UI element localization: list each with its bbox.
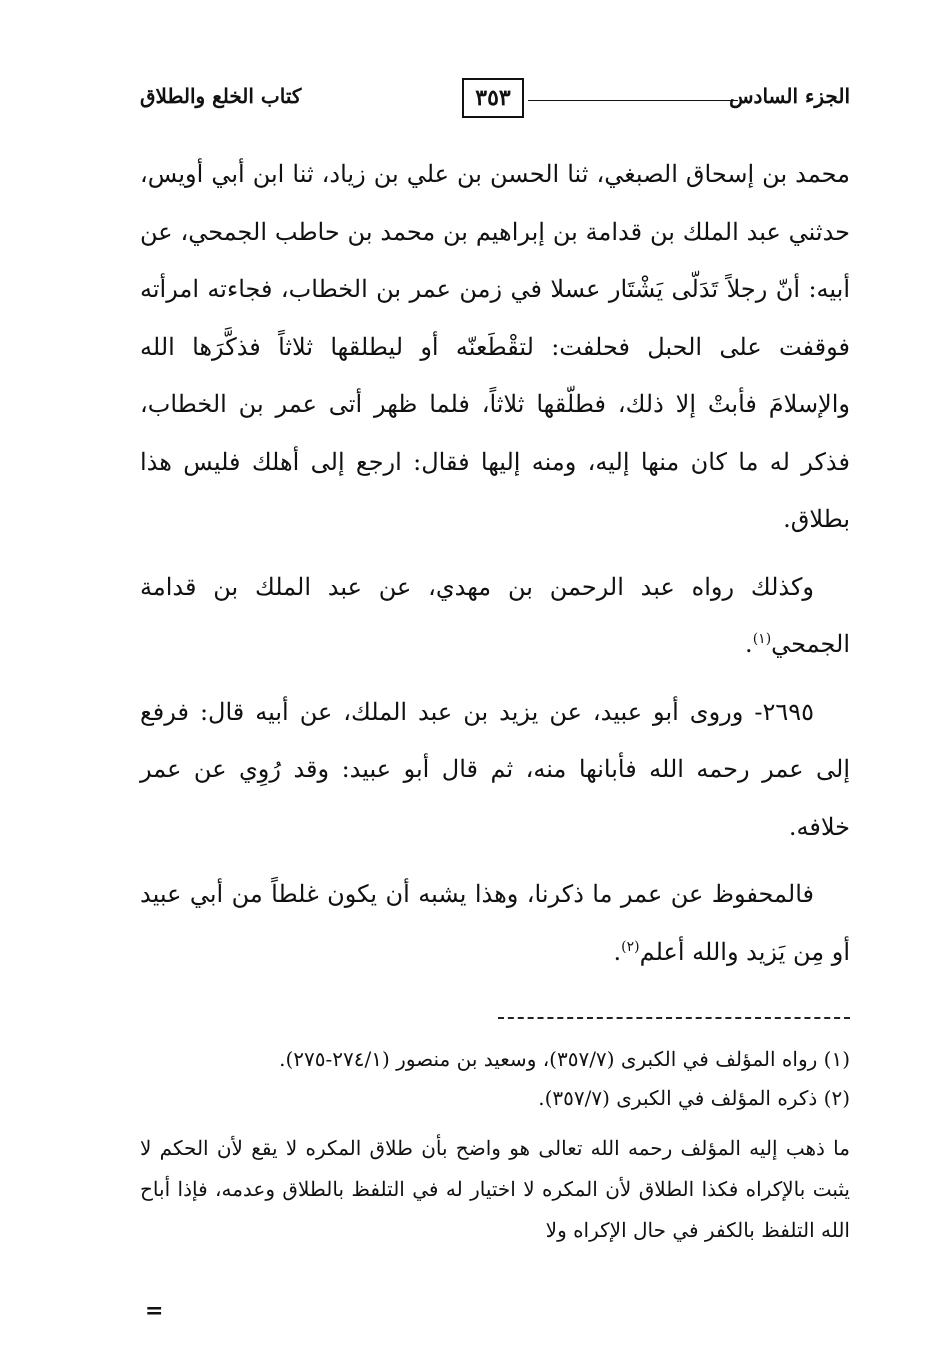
page-header xyxy=(140,72,850,124)
footnote-ref-1[interactable]: (١) xyxy=(752,631,772,647)
chapter-title: كتاب الخلع والطلاق xyxy=(140,84,302,108)
page-number: ٣٥٣ xyxy=(462,78,524,118)
footnote-2: (٢) ذكره المؤلف في الكبرى (٣٥٧/٧). xyxy=(538,1086,850,1110)
paragraph-2-text: وكذلك رواه عبد الرحمن بن مهدي، عن عبد الملك بن قدامة الجمحي xyxy=(140,572,850,658)
main-text xyxy=(140,146,850,991)
paragraph-2 xyxy=(140,559,850,674)
editor-comment: ما ذهب إليه المؤلف رحمه الله تعالى هو واضح بأن طلاق المكره لا يقع لأن الحكم لا يثبت بالإكراه فكذا الطلاق لأن المكره لا اختيار له في التلفظ بالطلاق وعدمه، فإذا أباح الله التلفظ بالكفر في حال الإكراه ولا xyxy=(140,1136,850,1242)
header-rule-right xyxy=(528,100,738,101)
paragraph-1: محمد بن إسحاق الصبغي، ثنا الحسن بن علي بن زياد، ثنا ابن أبي أويس، حدثني عبد الملك بن قدامة بن إبراهيم بن محمد بن حاطب الجمحي، عن أبيه: أنّ رجلاً تَدَلّى يَشْتَار عسلا في زمن عمر بن الخطاب، فجاءته امرأته فوقفت على الحبل فحلفت: لتقْطَعنّه أو ليطلقها ثلاثاً فذكَّرَها الله والإسلامَ فأبتْ إلا ذلك، فطلّقها ثلاثاً، فلما ظهر أتى عمر بن الخطاب، فذكر له ما كان منها إليه، ومنه إليها فقال: ارجع إلى أهلك فليس هذا بطلاق. xyxy=(140,160,850,533)
paragraph-2-end: . xyxy=(745,630,753,658)
footnote-ref-2[interactable]: (٢) xyxy=(621,938,640,955)
footnotes xyxy=(140,1040,850,1251)
paragraph-4 xyxy=(140,866,850,981)
paragraph-4-text: فالمحفوظ عن عمر ما ذكرنا، وهذا يشبه أن يكون غلطاً من أبي عبيد أو مِن يَزيد والله أعلم xyxy=(140,880,850,966)
footnote-separator xyxy=(498,1017,850,1019)
footnote-1: (١) رواه المؤلف في الكبرى (٣٥٧/٧)، وسعيد بن منصور (٢٧٤/١-٢٧٥). xyxy=(279,1047,850,1071)
paragraph-3: ٢٦٩٥- وروى أبو عبيد، عن يزيد بن عبد الملك، عن أبيه قال: فرفع إلى عمر رحمه الله فأبانها منه، ثم قال أبو عبيد: وقد رُوِي عن عمر خلافه. xyxy=(140,697,850,841)
continuation-mark: = xyxy=(145,1298,164,1324)
paragraph-4-end: . xyxy=(613,937,622,966)
volume-title: الجزء السادس xyxy=(729,84,850,108)
